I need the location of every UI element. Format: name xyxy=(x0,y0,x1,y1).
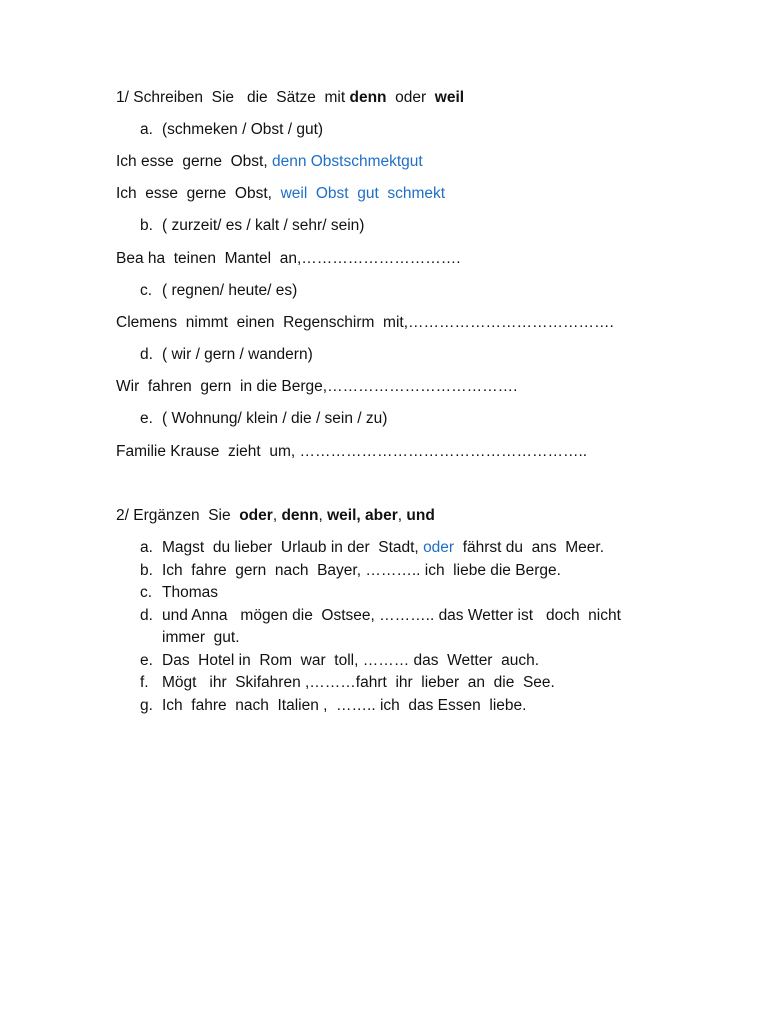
item-label: b. xyxy=(140,217,153,234)
answer-text: Ich esse gerne Obst, xyxy=(116,185,281,202)
item-text xyxy=(162,537,640,560)
list-item xyxy=(140,672,640,695)
answer-line-e: Familie Krause zieht um, ……………………………………………….. xyxy=(116,443,588,460)
item-prompt: ( regnen/ heute/ es) xyxy=(162,282,298,299)
item-prompt: ( Wohnung/ klein / die / sein / zu) xyxy=(162,410,388,427)
section1-title xyxy=(116,88,464,108)
answer-text: Ich esse gerne Obst, xyxy=(116,153,272,170)
item-label: d. xyxy=(140,346,153,363)
list-item xyxy=(140,605,640,650)
exercise-item-c xyxy=(140,281,297,301)
section1-title-text: 1/ Schreiben Sie die Sätze mit xyxy=(116,89,350,106)
item-text-part: Magst du lieber Urlaub in der Stadt, xyxy=(162,539,424,556)
exercise-item-d xyxy=(140,345,313,365)
keyword-oder: oder xyxy=(239,507,273,524)
item-label: c. xyxy=(140,282,153,299)
keyword-weil: weil xyxy=(434,89,465,106)
keyword-denn: denn xyxy=(281,507,319,524)
item-label: c. xyxy=(140,584,153,601)
answer-line-a1 xyxy=(116,152,423,172)
item-text-part: fährst du ans Meer. xyxy=(454,539,605,556)
separator: , xyxy=(318,507,328,524)
item-label: b. xyxy=(140,561,153,579)
separator: , xyxy=(272,507,282,524)
section2-title xyxy=(116,506,435,526)
list-item xyxy=(140,537,640,560)
item-label: f. xyxy=(140,674,149,691)
answer-filled: denn Obstschmektgut xyxy=(271,153,423,170)
exercise-item-a xyxy=(140,120,323,140)
list-item xyxy=(140,582,640,605)
keyword-und: und xyxy=(406,507,435,524)
exercise-item-b xyxy=(140,216,364,236)
item-label: e. xyxy=(140,651,153,669)
separator: , xyxy=(397,507,407,524)
answer-filled: oder xyxy=(423,539,455,556)
item-text: Ich fahre gern nach Bayer, ……….. ich liebe die Berge. xyxy=(162,561,561,579)
item-prompt: ( zurzeit/ es / kalt / sehr/ sein) xyxy=(162,217,365,234)
list-item xyxy=(140,560,640,583)
item-text: Das Hotel in Rom war toll, ……… das Wetter auch. xyxy=(162,651,540,669)
keyword-denn: denn xyxy=(349,89,387,106)
exercise-item-e xyxy=(140,409,387,429)
item-label: g. xyxy=(140,696,153,714)
keyword-weil: weil, xyxy=(327,507,361,524)
item-text: Thomas xyxy=(162,584,218,601)
item-text: Ich fahre nach Italien , …….. ich das Essen liebe. xyxy=(162,696,527,714)
item-label: d. xyxy=(140,606,153,624)
list-item xyxy=(140,695,640,718)
section2-list xyxy=(140,537,640,717)
item-label: a. xyxy=(140,539,153,556)
answer-line-c: Clemens nimmt einen Regenschirm mit,…………………………………. xyxy=(116,314,614,331)
answer-line-a2 xyxy=(116,184,445,204)
item-label: e. xyxy=(140,410,153,427)
answer-line-b: Bea ha teinen Mantel an,…………………………. xyxy=(116,250,461,267)
item-text: Mögt ihr Skifahren ,………fahrt ihr lieber an die See. xyxy=(162,674,555,691)
section2-title-text: 2/ Ergänzen Sie xyxy=(116,507,240,524)
item-text: und Anna mögen die Ostsee, ……….. das Wetter ist doch nicht immer gut. xyxy=(162,606,630,646)
section1-title-mid: oder xyxy=(386,89,435,106)
item-prompt: (schmeken / Obst / gut) xyxy=(162,121,324,138)
item-prompt: ( wir / gern / wandern) xyxy=(162,346,313,363)
item-label: a. xyxy=(140,121,153,138)
list-item xyxy=(140,650,640,673)
answer-line-d: Wir fahren gern in die Berge,………………………………. xyxy=(116,378,518,395)
keyword-aber: aber xyxy=(365,507,398,524)
answer-filled: weil Obst gut schmekt xyxy=(280,185,446,202)
